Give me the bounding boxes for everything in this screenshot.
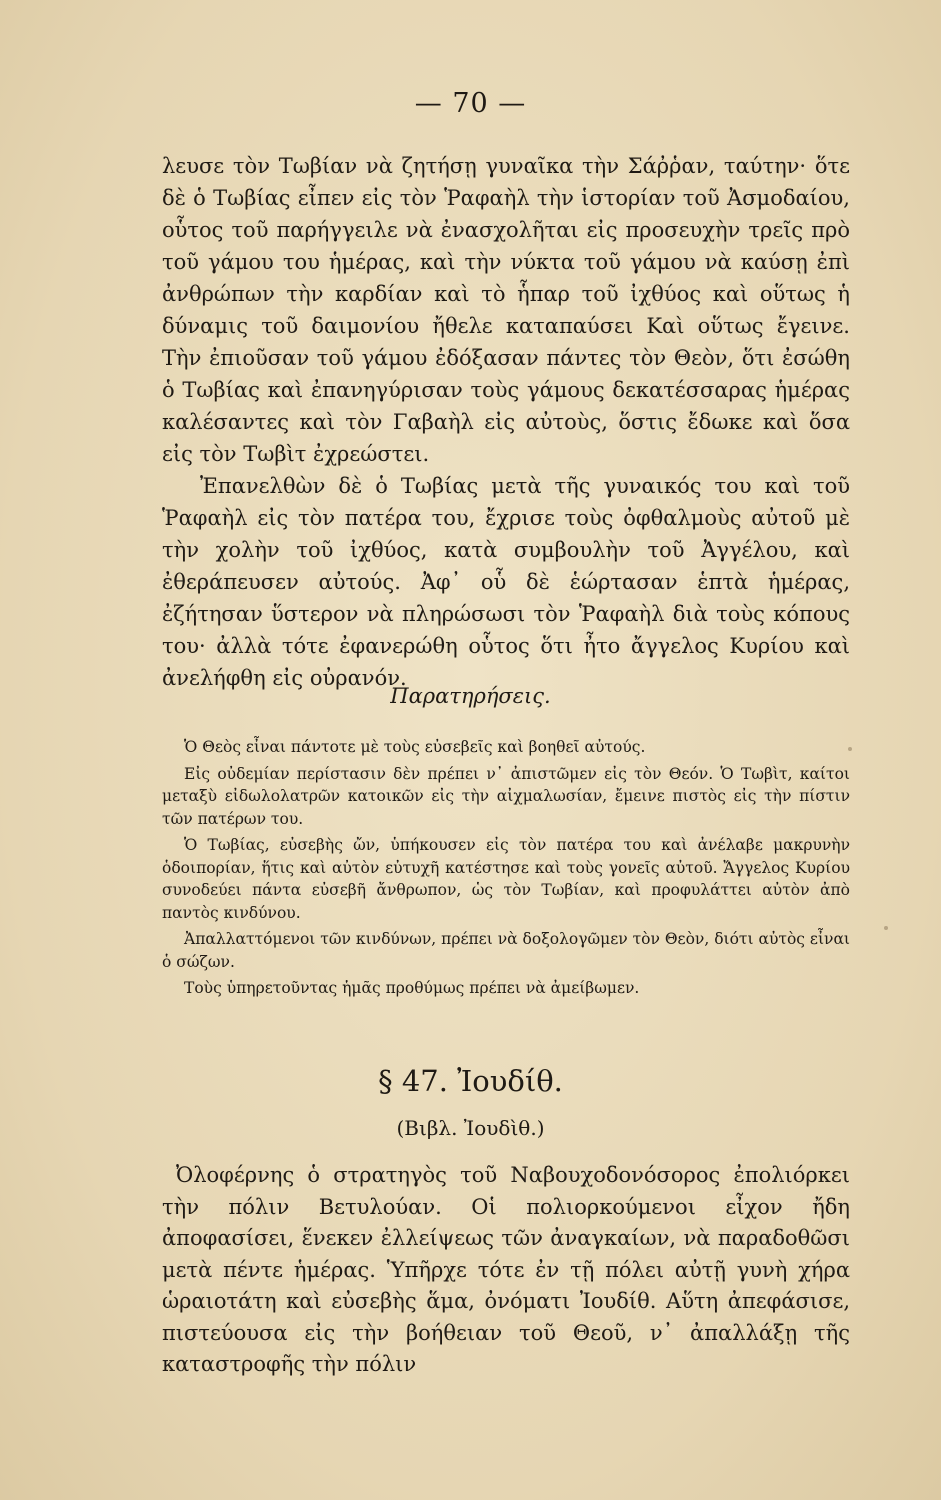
note-item: Ὁ Τωβίας, εὐσεβὴς ὤν, ὑπήκουσεν εἰς τὸν πατέρα του καὶ ἀνέλαβε μακρυνὴν ὁδοιπορίαν, ἥτις καὶ αὐτὸν εὐτυχῆ κατέστησε καὶ τοὺς γονεῖς αὐτοῦ. Ἄγγελος Κυρίου συνοδεύει πάντα εὐσεβῆ ἄνθρωπον, ὡς τὸν Τωβίαν, καὶ προφυλάττει αὐτὸν ἀπὸ παντὸς κινδύνου.: [162, 836, 850, 922]
paragraph-2: Ἐπανελθὼν δὲ ὁ Τωβίας μετὰ τῆς γυναικός του καὶ τοῦ Ῥαφαὴλ εἰς τὸν πατέρα του, ἔχρισε τοὺς ὀφθαλμοὺς αὐτοῦ μὲ τὴν χολὴν τοῦ ἰχθύος, κατὰ συμβουλὴν τοῦ Ἀγγέλου, καὶ ἐθεράπευσεν αὐτούς. Ἀφ᾽ οὗ δὲ ἑώρτασαν ἑπτὰ ἡμέρας, ἐζήτησαν ὕστερον νὰ πληρώσωσι τὸν Ῥαφαὴλ διὰ τοὺς κόπους του· ἀλλὰ τότε ἐφανερώθη οὗτος ὅτι ἦτο ἄγγελος Κυρίου καὶ ἀνελήφθη εἰς οὐρανόν.: [162, 474, 850, 690]
note-item: Εἰς οὐδεμίαν περίστασιν δὲν πρέπει ν᾽ ἀπιστῶμεν εἰς τὸν Θεόν. Ὁ Τωβὶτ, καίτοι μεταξὺ εἰδωλολατρῶν κατοικῶν εἰς τὴν αἰχμαλωσίαν, ἔμεινε πιστὸς εἰς τὴν πίστιν τῶν πατέρων του.: [162, 764, 850, 828]
paragraph-1: λευσε τὸν Τωβίαν νὰ ζητήσῃ γυναῖκα τὴν Σάῤῥαν, ταύτην· ὅτε δὲ ὁ Τωβίας εἶπεν εἰς τὸν Ῥαφαὴλ τὴν ἱστορίαν τοῦ Ἀσμοδαίου, οὗτος τοῦ παρήγγειλε νὰ ἐνασχολῆται εἰς προσευχὴν τρεῖς πρὸ τοῦ γάμου του ἡμέρας, καὶ τὴν νύκτα τοῦ γάμου νὰ καύσῃ ἐπὶ ἀνθρώπων τὴν καρδίαν καὶ τὸ ἧπαρ τοῦ ἰχθύος καὶ οὕτως ἡ δύναμις τοῦ δαιμονίου ἤθελε καταπαύσει Καὶ οὕτως ἔγεινε. Τὴν ἐπιοῦσαν τοῦ γάμου ἐδόξασαν πάντες τὸν Θεὸν, ὅτι ἐσώθη ὁ Τωβίας καὶ ἐπανηγύρισαν τοὺς γάμους δεκατέσσαρας ἡμέρας καλέσαντες καὶ τὸν Γαβαὴλ εἰς αὐτοὺς, ὅστις ἔδωκε καὶ ὅσα εἰς τὸν Τωβὶτ ἐχρεώστει.: [162, 154, 850, 466]
note-item: Ἀπαλλαττόμενοι τῶν κινδύνων, πρέπει νὰ δοξολογῶμεν τὸν Θεὸν, διότι αὐτὸς εἶναι ὁ σώζων.: [162, 930, 850, 971]
section-title: § 47. Ἰουδίθ.: [378, 1064, 563, 1098]
note-item: Τοὺς ὑπηρετοῦντας ἡμᾶς προθύμως πρέπει νὰ ἀμείβωμεν.: [184, 979, 640, 997]
section-subtitle: (Βιβλ. Ἰουδὶθ.): [396, 1116, 545, 1140]
note-item: Ὁ Θεὸς εἶναι πάντοτε μὲ τοὺς εὐσεβεῖς καὶ βοηθεῖ αὐτούς.: [184, 738, 646, 756]
story-paragraph: Ὀλοφέρνης ὁ στρατηγὸς τοῦ Ναβουχοδονόσορος ἐπολιόρκει τὴν πόλιν Βετυλούαν. Οἱ πολιορκούμενοι εἶχον ἤδη ἀποφασίσει, ἕνεκεν ἐλλείψεως τῶν ἀναγκαίων, νὰ παραδοθῶσι μετὰ πέντε ἡμέρας. Ὑπῆρχε τότε ἐν τῇ πόλει αὐτῇ γυνὴ χήρα ὡραιοτάτη καὶ εὐσεβὴς ἅμα, ὀνόματι Ἰουδίθ. Αὕτη ἀπεφάσισε, πιστεύουσα εἰς τὴν βοήθειαν τοῦ Θεοῦ, ν᾽ ἀπαλλάξῃ τῆς καταστροφῆς τὴν πόλιν: [162, 1163, 850, 1376]
story-text: [162, 1160, 850, 1381]
main-text: [162, 150, 850, 694]
paper-spot: [848, 747, 852, 751]
page-number: — 70 —: [414, 88, 527, 119]
paper-spot: [884, 926, 888, 930]
notes-list: [162, 736, 850, 1004]
notes-heading: Παρατηρήσεις.: [390, 684, 551, 708]
